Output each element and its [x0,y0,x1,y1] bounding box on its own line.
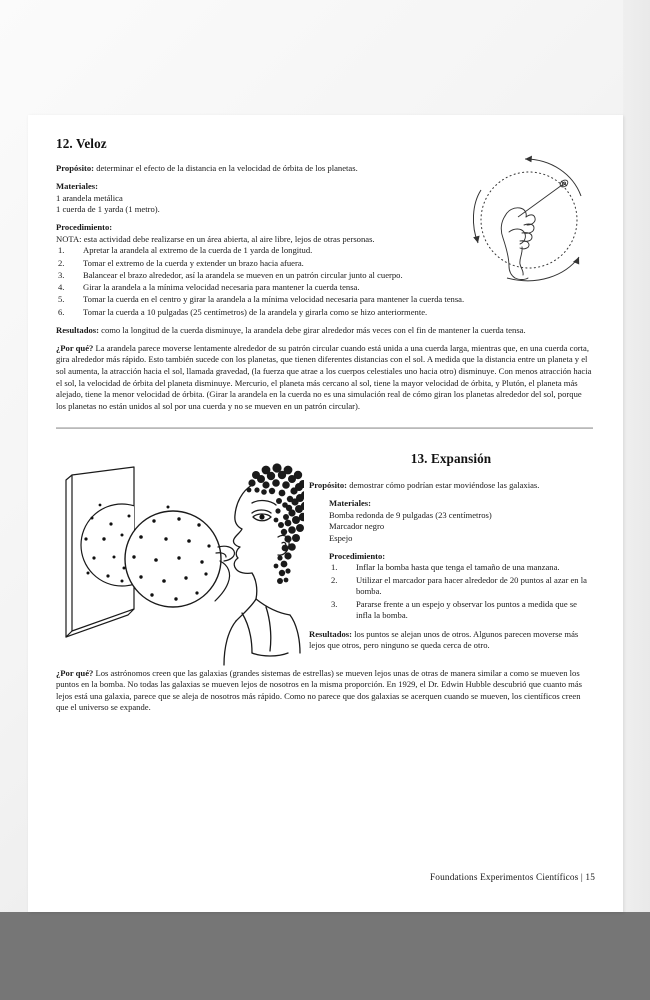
section-12-veloz [56,136,593,412]
page-backdrop-right [623,0,650,912]
list-item: Tomar la cuerda a 10 pulgadas (25 centímetros) de la arandela y girarla como se hizo anteriormente. [83,306,428,317]
purpose-text: determinar el efecto de la distancia en la velocidad de órbita de los planetas. [94,163,358,173]
procedure-step-list [329,562,593,622]
list-item: Balancear el brazo alrededor, así la arandela se mueven en un patrón circular junto al cuerpo. [83,269,403,280]
purpose-label: Propósito: [309,480,348,491]
purpose-line [309,480,593,492]
why-text: La arandela parece moverse lentamente alrededor de su patrón circular cuando está unida a una cuerda larga, mientras que, en una cuerda corta, gira alrededor más rápido. Esto también sucede con los planetas, que tienen diferentes distancias con el sol. A medida que la distancia entre un planeta y el sol aumenta, la atracción hacia el sol, llamada gravedad, (la fuerza que atrae a los cuerpos celestiales uno hacia otro) disminuye. Con menos atracción hacia el sol, la velocidad de órbita del planeta disminuye. Mercurio, el planeta más cercano al sol, tiene la mayor velocidad de órbita, y Plutón, el planeta más alejado, tiene la menor velocidad de órbita. (Girar la arandela en la cuerda no es una simulación real de cómo giran los planetas alrededor del sol, porque los planetas no están unidos al sol por una cuerda y no se mueven en un patrón circular). [56,342,592,411]
page-content [56,136,593,720]
list-item: Inflar la bomba hasta que tenga el tamaño de una manzana. [356,562,560,573]
section-12-procedure [56,222,593,412]
section-13-procedure [309,551,593,622]
section-13-why-block [56,668,593,714]
materials-block [56,181,456,216]
section-13-right-column [309,451,593,652]
purpose-text: demostrar cómo podrían estar moviéndose las galaxias. [347,480,540,491]
list-item: Utilizar el marcador para hacer alrededor de 20 puntos al azar en la bomba. [356,574,587,597]
list-item: Tomar el extremo de la cuerda y extender un brazo hacia afuera. [83,257,304,268]
list-item: Tomar la cuerda en el centro y girar la arandela a la mínima velocidad necesaria para mantener la cuerda tensa. [83,294,465,305]
results-paragraph [309,629,593,652]
procedure-label: Procedimiento: [56,222,113,233]
child-blowing-dotted-balloon-in-front-of-mirror-illustration [56,461,304,673]
why-paragraph [56,343,593,412]
materials-label: Materiales: [56,181,98,192]
list-item: Apretar la arandela al extremo de la cuerda de 1 yarda de longitud. [83,245,313,256]
section-divider [56,427,593,429]
material-item: Espejo [329,532,353,543]
results-label: Resultados: [309,628,352,639]
materials-block [309,498,593,544]
document-page [28,115,623,912]
why-label: ¿Por qué? [56,667,94,678]
section-12-left-column [56,163,456,216]
results-label: Resultados: [56,324,99,335]
procedure-note: NOTA: esta actividad debe realizarse en un área abierta, al aire libre, lejos de otras personas. [56,233,375,244]
procedure-step-list [56,245,593,318]
material-item: 1 arandela metálica [56,192,123,203]
page-title: 12. Veloz [56,136,107,151]
list-item: Girar la arandela a la mínima velocidad necesaria para mantener la cuerda tensa. [83,282,360,293]
material-item: 1 cuerda de 1 yarda (1 metro). [56,204,160,215]
procedure-label: Procedimiento: [329,550,386,561]
material-item: Bomba redonda de 9 pulgadas (23 centímetros) [329,509,492,520]
page-footer: Foundations Experimentos Científicos | 15 [429,873,595,883]
purpose-line [56,163,456,175]
list-item: Pararse frente a un espejo y observar los puntos a medida que se infla la bomba. [356,598,577,621]
page-backdrop-bottom [0,912,650,1000]
material-item: Marcador negro [329,521,385,532]
why-label: ¿Por qué? [56,342,94,353]
results-text: los puntos se alejan unos de otros. Algunos parecen moverse más lejos que otros, pero ninguno se queda cerca de otro. [309,628,579,651]
results-text: como la longitud de la cuerda disminuye, la arandela debe girar alrededor más veces con el fin de mantener la cuerda tensa. [98,324,526,335]
why-text: Los astrónomos creen que las galaxias (grandes sistemas de estrellas) se mueven lejos unas de otras de manera similar a como se mueven los puntos en la bomba. No todas las galaxias se mueven lejos de nosotros en la misma proporción. En 1929, el Dr. Edwin Hubble descubrió que cuanto más lejos está una galaxia, parece que se aleja de nosotros más rápido. Como no parece que dos galaxias se acerquen cuando se mueven, los científicos creen que el universo se expande. [56,667,583,713]
page-title: 13. Expansión [410,451,492,467]
why-paragraph [56,668,593,714]
materials-label: Materiales: [329,498,371,509]
purpose-label: Propósito: [56,163,95,173]
results-paragraph [56,325,593,337]
section-13-expansion [56,451,593,714]
